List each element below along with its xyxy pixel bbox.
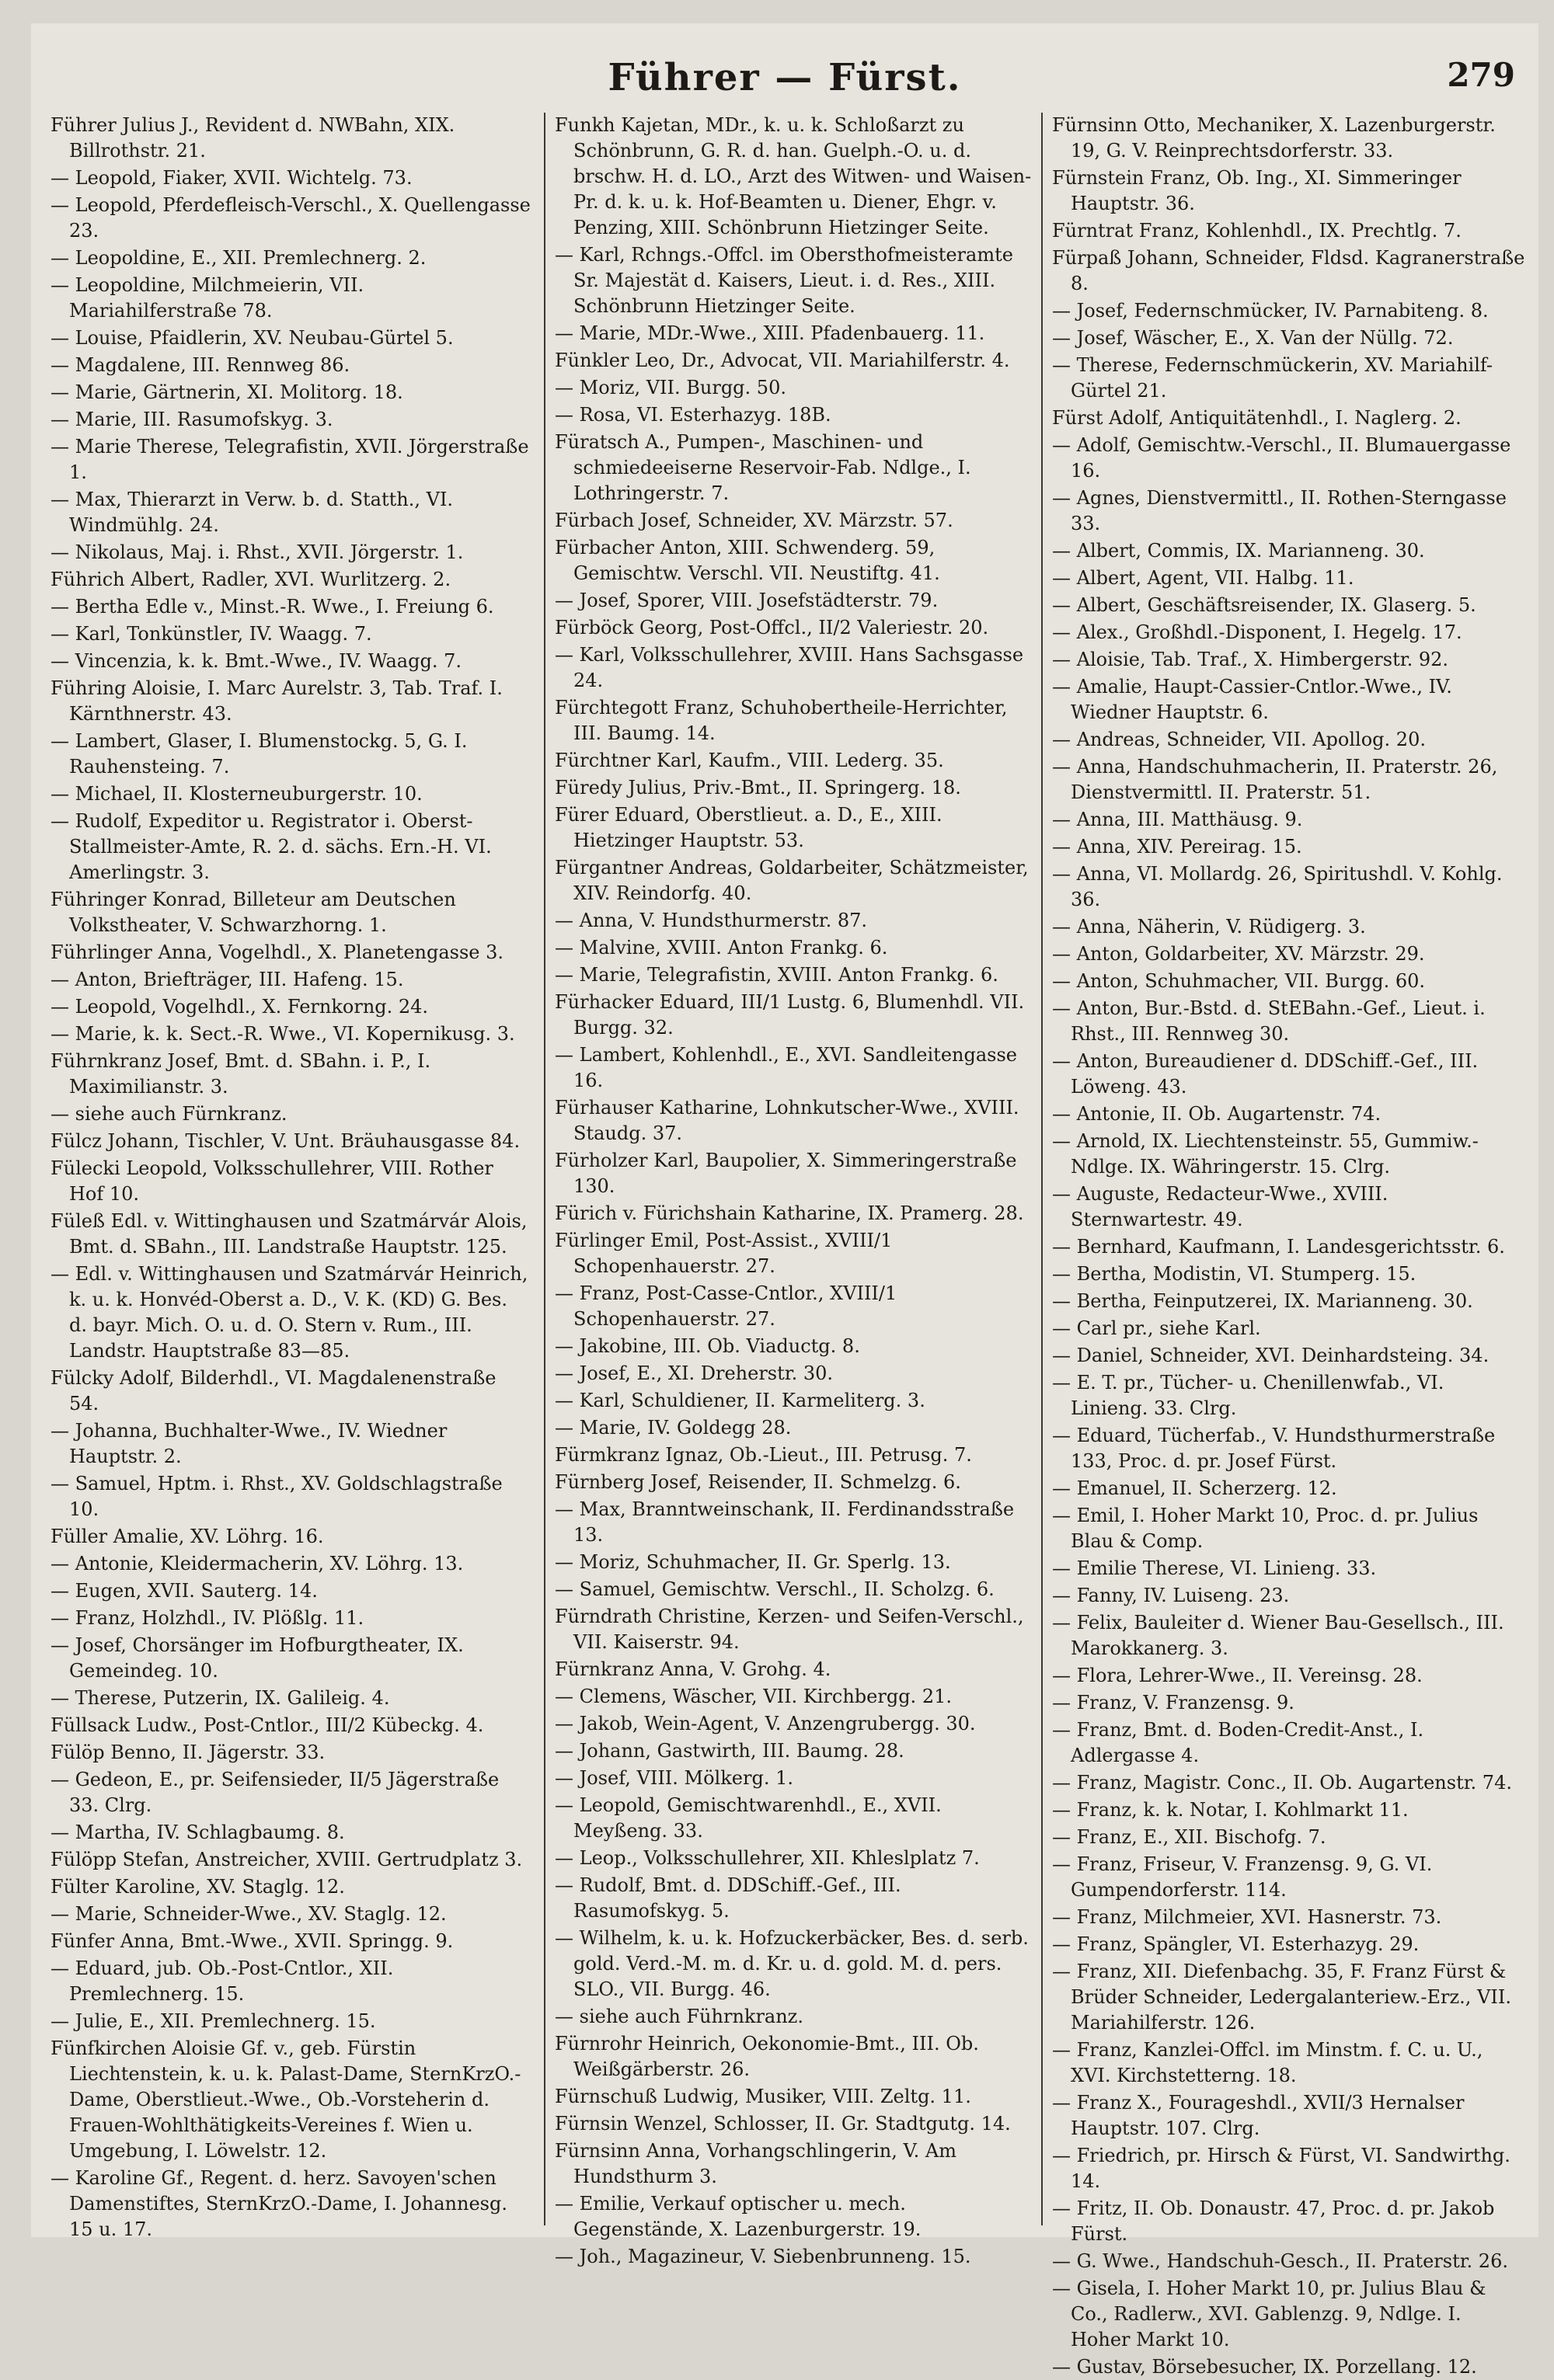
- directory-entry: — Aloisie, Tab. Traf., X. Himbergerstr. 92.: [1052, 649, 1448, 670]
- directory-entry: — Therese, Putzerin, IX. Galileig. 4.: [51, 1687, 390, 1709]
- directory-entry: — Antonie, II. Ob. Augartenstr. 74.: [1052, 1103, 1382, 1125]
- directory-entry: Fünfer Anna, Bmt.-Wwe., XVII. Springg. 9.: [51, 1930, 454, 1952]
- directory-entry: — Bernhard, Kaufmann, I. Landesgerichtsstr. 6.: [1052, 1236, 1505, 1258]
- directory-entry: — Eduard, Tücherfab., V. Hundsthurmerstraße 133, Proc. d. pr. Josef Fürst.: [1052, 1425, 1496, 1472]
- directory-entry: — Leopold, Vogelhdl., X. Fernkorng. 24.: [51, 996, 429, 1018]
- directory-entry: — Nikolaus, Maj. i. Rhst., XVII. Jörgerstr. 1.: [51, 541, 464, 563]
- directory-entry: — Arnold, IX. Liechtensteinstr. 55, Gummiw.-Ndlge. IX. Währingerstr. 15. Clrg.: [1052, 1130, 1479, 1178]
- directory-entry: Fürntrat Franz, Kohlenhdl., IX. Prechtlg. 7.: [1052, 220, 1462, 242]
- directory-entry: — Marie Therese, Telegrafistin, XVII. Jörgerstraße 1.: [51, 436, 529, 483]
- directory-entry: — Franz, Magistr. Conc., II. Ob. Augartenstr. 74.: [1052, 1772, 1512, 1794]
- page-number: 279: [1447, 56, 1515, 94]
- directory-entry: — Antonie, Kleidermacherin, XV. Löhrg. 13.: [51, 1553, 464, 1574]
- directory-entry: — Franz, Friseur, V. Franzensg. 9, G. VI. Gumpendorferstr. 114.: [1052, 1853, 1433, 1901]
- directory-entry: — Emilie Therese, VI. Linieng. 33.: [1052, 1557, 1377, 1579]
- directory-entry: — Rudolf, Bmt. d. DDSchiff.-Gef., III. Rasumofskyg. 5.: [555, 1874, 901, 1922]
- directory-entry: Fürnrohr Heinrich, Oekonomie-Bmt., III. Ob. Weißgärberstr. 26.: [555, 2033, 979, 2080]
- directory-entry: — Anton, Briefträger, III. Hafeng. 15.: [51, 969, 404, 990]
- running-head: Führer — Fürst.: [608, 56, 962, 99]
- directory-entry: — Adolf, Gemischtw.-Verschl., II. Blumauergasse 16.: [1052, 434, 1511, 482]
- directory-entry: — Carl pr., siehe Karl.: [1052, 1317, 1261, 1339]
- directory-entry: — Anna, VI. Mollardg. 26, Spiritushdl. V. Kohlg. 36.: [1052, 863, 1503, 910]
- directory-entry: — Albert, Agent, VII. Halbg. 11.: [1052, 567, 1354, 589]
- directory-entry: — Franz, Post-Casse-Cntlor., XVIII/1 Schopenhauerstr. 27.: [555, 1282, 897, 1330]
- directory-entry: — Franz, E., XII. Bischofg. 7.: [1052, 1826, 1326, 1848]
- directory-entry: — Bertha Edle v., Minst.-R. Wwe., I. Freiung 6.: [51, 596, 494, 618]
- directory-entry: Führlinger Anna, Vogelhdl., X. Planetengasse 3.: [51, 941, 504, 963]
- directory-entry: — Leopoldine, E., XII. Premlechnerg. 2.: [51, 247, 427, 269]
- directory-entry: — Wilhelm, k. u. k. Hofzuckerbäcker, Bes. d. serb. gold. Verd.-M. m. d. Kr. u. d. gold. M. d. pers. SLO., VII. Burgg. 46.: [555, 1927, 1029, 2000]
- directory-entry: Füllsack Ludw., Post-Cntlor., III/2 Kübeckg. 4.: [51, 1714, 484, 1736]
- directory-entry: — Josef, Sporer, VIII. Josefstädterstr. 79.: [555, 590, 939, 611]
- directory-entry: — Bertha, Modistin, VI. Stumperg. 15.: [1052, 1263, 1416, 1285]
- directory-entry: — Albert, Geschäftsreisender, IX. Glaserg. 5.: [1052, 594, 1476, 616]
- directory-entry: — Felix, Bauleiter d. Wiener Bau-Gesellsch., III. Marokkanerg. 3.: [1052, 1612, 1504, 1659]
- directory-entry: Fülecki Leopold, Volksschullehrer, VIII. Rother Hof 10.: [51, 1157, 493, 1205]
- directory-entry: — Leop., Volksschullehrer, XII. Khleslplatz 7.: [555, 1847, 980, 1869]
- directory-entry: — Moriz, VII. Burgg. 50.: [555, 377, 786, 398]
- directory-entry: — Magdalene, III. Rennweg 86.: [51, 354, 350, 376]
- directory-entry: Führing Aloisie, I. Marc Aurelstr. 3, Tab. Traf. I. Kärnthnerstr. 43.: [51, 677, 503, 725]
- column-2: [544, 113, 1035, 2267]
- directory-entry: — Leopold, Pferdefleisch-Verschl., X. Quellengasse 23.: [51, 194, 531, 242]
- directory-entry: Fürnsin Wenzel, Schlosser, II. Gr. Stadtgutg. 14.: [555, 2113, 1011, 2135]
- directory-entry: Fürhacker Eduard, III/1 Lustg. 6, Blumenhdl. VII. Burgg. 32.: [555, 991, 1025, 1039]
- directory-entry: Fürer Eduard, Oberstlieut. a. D., E., XIII. Hietzinger Hauptstr. 53.: [555, 804, 943, 851]
- directory-entry: Fülcz Johann, Tischler, V. Unt. Bräuhausgasse 84.: [51, 1130, 521, 1152]
- directory-entry: — Auguste, Redacteur-Wwe., XVIII. Sternwartestr. 49.: [1052, 1183, 1388, 1230]
- directory-entry: — Fanny, IV. Luiseng. 23.: [1052, 1585, 1290, 1606]
- directory-entry: — Joh., Magazineur, V. Siebenbrunneng. 15.: [555, 2246, 971, 2267]
- directory-entry: — Franz, Spängler, VI. Esterhazyg. 29.: [1052, 1933, 1420, 1955]
- directory-entry: — Jakob, Wein-Agent, V. Anzengrubergg. 30.: [555, 1713, 976, 1735]
- directory-entry: Fülöp Benno, II. Jägerstr. 33.: [51, 1742, 326, 1763]
- directory-entry: Führnkranz Josef, Bmt. d. SBahn. i. P., I. Maximilianstr. 3.: [51, 1050, 431, 1098]
- directory-entry: — siehe auch Fürnkranz.: [51, 1103, 287, 1125]
- directory-entry: — Karl, Volksschullehrer, XVIII. Hans Sachsgasse 24.: [555, 644, 1024, 691]
- directory-entry: — Johann, Gastwirth, III. Baumg. 28.: [555, 1740, 904, 1762]
- directory-entry: Führich Albert, Radler, XVI. Wurlitzerg. 2.: [51, 569, 451, 590]
- directory-entry: — Franz, Milchmeier, XVI. Hasnerstr. 73.: [1052, 1906, 1442, 1928]
- directory-entry: — Samuel, Gemischtw. Verschl., II. Scholzg. 6.: [555, 1578, 995, 1600]
- directory-entry: — Lambert, Kohlenhdl., E., XVI. Sandleitengasse 16.: [555, 1044, 1017, 1091]
- directory-entry: — Emilie, Verkauf optischer u. mech. Gegenstände, X. Lazenburgerstr. 19.: [555, 2193, 922, 2240]
- directory-entry: — Leopold, Fiaker, XVII. Wichtelg. 73.: [51, 167, 413, 189]
- directory-entry: — Amalie, Haupt-Cassier-Cntlor.-Wwe., IV. Wiedner Hauptstr. 6.: [1052, 676, 1452, 723]
- directory-entry: — Jakobine, III. Ob. Viaductg. 8.: [555, 1335, 860, 1357]
- directory-entry: — Josef, Chorsänger im Hofburgtheater, IX. Gemeindeg. 10.: [51, 1634, 464, 1682]
- directory-entry: Fürst Adolf, Antiquitätenhdl., I. Naglerg. 2.: [1052, 407, 1462, 429]
- directory-entry: Funkh Kajetan, MDr., k. u. k. Schloßarzt zu Schönbrunn, G. R. d. han. Guelph.-O. u. d. brschw. H. d. LO., Arzt des Witwen- und Waisen-Pr. d. k. u. k. Hof-Beamten u. Diener, Ehgr. v. Penzing, XIII. Schönbrunn Hietzinger Seite.: [555, 114, 1032, 238]
- directory-entry: Fülcky Adolf, Bilderhdl., VI. Magdalenenstraße 54.: [51, 1367, 497, 1414]
- directory-entry: — Michael, II. Klosterneuburgerstr. 10.: [51, 783, 423, 805]
- column-3: [1041, 113, 1526, 2378]
- directory-entry: — Karl, Schuldiener, II. Karmeliterg. 3.: [555, 1390, 925, 1411]
- directory-entry: — Anton, Bur.-Bstd. d. StEBahn.-Gef., Lieut. i. Rhst., III. Rennweg 30.: [1052, 997, 1486, 1045]
- directory-entry: Führinger Konrad, Billeteur am Deutschen Volkstheater, V. Schwarzhorng. 1.: [51, 889, 456, 936]
- directory-entry: — Leopold, Gemischtwarenhdl., E., XVII. Meyßeng. 33.: [555, 1794, 942, 1842]
- directory-entry: — Marie, IV. Goldegg 28.: [555, 1417, 792, 1439]
- directory-entry: — Gisela, I. Hoher Markt 10, pr. Julius Blau & Co., Radlerw., XVI. Gablenzg. 9, Ndlge. I. Hoher Markt 10.: [1052, 2277, 1486, 2350]
- directory-entry: — Marie, MDr.-Wwe., XIII. Pfadenbauerg. 11.: [555, 322, 985, 344]
- directory-entry: Fülter Karoline, XV. Staglg. 12.: [51, 1876, 345, 1898]
- directory-entry: Fürndrath Christine, Kerzen- und Seifen-Verschl., VII. Kaiserstr. 94.: [555, 1606, 1024, 1653]
- directory-entry: — Andreas, Schneider, VII. Apollog. 20.: [1052, 729, 1426, 750]
- directory-entry: — Moriz, Schuhmacher, II. Gr. Sperlg. 13.: [555, 1551, 951, 1573]
- directory-entry: — Lambert, Glaser, I. Blumenstockg. 5, G. I. Rauhensteing. 7.: [51, 730, 468, 778]
- directory-entry: — G. Wwe., Handschuh-Gesch., II. Praterstr. 26.: [1052, 2250, 1508, 2272]
- directory-entry: — Malvine, XVIII. Anton Frankg. 6.: [555, 937, 888, 959]
- directory-entry: Fürnkranz Anna, V. Grohg. 4.: [555, 1658, 831, 1680]
- directory-entry: — Anna, V. Hundsthurmerstr. 87.: [555, 910, 868, 931]
- directory-entry: — Josef, Federnschmücker, IV. Parnabiteng. 8.: [1052, 300, 1489, 322]
- directory-entry: — Samuel, Hptm. i. Rhst., XV. Goldschlagstraße 10.: [51, 1473, 503, 1520]
- directory-entry: Füredy Julius, Priv.-Bmt., II. Springerg. 18.: [555, 777, 961, 799]
- directory-entry: — Franz, V. Franzensg. 9.: [1052, 1692, 1294, 1714]
- directory-entry: — Friedrich, pr. Hirsch & Fürst, VI. Sandwirthg. 14.: [1052, 2145, 1510, 2192]
- directory-entry: Fünfkirchen Aloisie Gf. v., geb. Fürstin Liechtenstein, k. u. k. Palast-Dame, SternKrzO.-Dame, Oberstlieut.-Wwe., Ob.-Vorsteherin d. Frauen-Wohlthätigkeits-Vereines f. Wien u. Umgebung, I. Löwelstr. 12.: [51, 2037, 521, 2162]
- directory-entry: — Gedeon, E., pr. Seifensieder, II/5 Jägerstraße 33. Clrg.: [51, 1769, 500, 1816]
- directory-entry: — Anton, Schuhmacher, VII. Burgg. 60.: [1052, 970, 1426, 992]
- directory-entry: — Fritz, II. Ob. Donaustr. 47, Proc. d. pr. Jakob Fürst.: [1052, 2197, 1495, 2245]
- directory-entry: — Albert, Commis, IX. Marianneng. 30.: [1052, 540, 1425, 562]
- directory-entry: Füller Amalie, XV. Löhrg. 16.: [51, 1526, 324, 1547]
- directory-entry: — Josef, E., XI. Dreherstr. 30.: [555, 1362, 834, 1384]
- directory-entry: — Johanna, Buchhalter-Wwe., IV. Wiedner Hauptstr. 2.: [51, 1420, 448, 1467]
- directory-entry: — Franz X., Fourageshdl., XVII/3 Hernalser Hauptstr. 107. Clrg.: [1052, 2092, 1465, 2139]
- directory-entry: — Franz, Holzhdl., IV. Plößlg. 11.: [51, 1607, 364, 1629]
- directory-entry: — Marie, III. Rasumofskyg. 3.: [51, 409, 333, 430]
- directory-entry: — Karl, Tonkünstler, IV. Waagg. 7.: [51, 623, 372, 645]
- directory-entry: — Franz, k. k. Notar, I. Kohlmarkt 11.: [1052, 1799, 1409, 1821]
- directory-entry: — Emil, I. Hoher Markt 10, Proc. d. pr. Julius Blau & Comp.: [1052, 1505, 1479, 1552]
- directory-entry: — Daniel, Schneider, XVI. Deinhardsteing. 34.: [1052, 1345, 1490, 1366]
- directory-entry: — Franz, Bmt. d. Boden-Credit-Anst., I. Adlergasse 4.: [1052, 1719, 1424, 1766]
- directory-entry: — Max, Thierarzt in Verw. b. d. Statth., VI. Windmühlg. 24.: [51, 489, 454, 536]
- directory-entry: — Gustav, Börsebesucher, IX. Porzellang. 12.: [1052, 2356, 1477, 2378]
- directory-entry: Fürnberg Josef, Reisender, II. Schmelzg. 6.: [555, 1471, 961, 1493]
- directory-entry: — Josef, VIII. Mölkerg. 1.: [555, 1767, 793, 1789]
- directory-entry: — Eugen, XVII. Sauterg. 14.: [51, 1580, 318, 1602]
- directory-entry: Fürbacher Anton, XIII. Schwenderg. 59, Gemischtw. Verschl. VII. Neustiftg. 41.: [555, 537, 940, 584]
- directory-entry: Füleß Edl. v. Wittinghausen und Szatmárvár Alois, Bmt. d. SBahn., III. Landstraße Hauptstr. 125.: [51, 1210, 528, 1258]
- directory-entry: Fürnsinn Otto, Mechaniker, X. Lazenburgerstr. 19, G. V. Reinprechtsdorferstr. 33.: [1052, 114, 1496, 162]
- directory-entry: — Anton, Bureaudiener d. DDSchiff.-Gef., III. Löweng. 43.: [1052, 1050, 1479, 1098]
- directory-entry: — Eduard, jub. Ob.-Post-Cntlor., XII. Premlechnerg. 15.: [51, 1957, 394, 2005]
- directory-entry: — Karl, Rchngs.-Offcl. im Obersthofmeisteramte Sr. Majestät d. Kaisers, Lieut. i. d. Res., XIII. Schönbrunn Hietzinger Seite.: [555, 244, 1013, 317]
- directory-entry: — Anna, Handschuhmacherin, II. Praterstr. 26, Dienstvermittl. II. Praterstr. 51.: [1052, 756, 1498, 803]
- directory-entry: — Flora, Lehrer-Wwe., II. Vereinsg. 28.: [1052, 1665, 1423, 1686]
- directory-entry: — Vincenzia, k. k. Bmt.-Wwe., IV. Waagg. 7.: [51, 650, 462, 672]
- directory-entry: — Anna, III. Matthäusg. 9.: [1052, 809, 1303, 830]
- directory-entry: — E. T. pr., Tücher- u. Chenillenwfab., VI. Linieng. 33. Clrg.: [1052, 1372, 1444, 1419]
- directory-entry: Fürnschuß Ludwig, Musiker, VIII. Zeltg. 11.: [555, 2086, 971, 2107]
- directory-entry: — Bertha, Feinputzerei, IX. Marianneng. 30.: [1052, 1290, 1473, 1312]
- directory-entry: — Edl. v. Wittinghausen und Szatmárvár Heinrich, k. u. k. Honvéd-Oberst a. D., V. K. (KD) G. Bes. d. bayr. Mich. O. u. d. O. Stern v. Rum., III. Landstr. Hauptstraße 83—85.: [51, 1263, 528, 1362]
- directory-entry: — Clemens, Wäscher, VII. Kirchbergg. 21.: [555, 1686, 952, 1707]
- directory-entry: Fürlinger Emil, Post-Assist., XVIII/1 Schopenhauerstr. 27.: [555, 1230, 893, 1277]
- directory-entry: — Franz, XII. Diefenbachg. 35, F. Franz Fürst & Brüder Schneider, Ledergalanteriew.-Erz., VII. Mariahilferstr. 126.: [1052, 1961, 1511, 2034]
- directory-entry: Fürich v. Fürichshain Katharine, IX. Pramerg. 28.: [555, 1202, 1024, 1224]
- directory-entry: — Josef, Wäscher, E., X. Van der Nüllg. 72.: [1052, 327, 1454, 349]
- page-header: [31, 39, 1538, 109]
- directory-entry: — Marie, Telegrafistin, XVIII. Anton Frankg. 6.: [555, 964, 998, 986]
- directory-entry: — Anna, XIV. Pereirag. 15.: [1052, 836, 1302, 858]
- directory-entry: — Rudolf, Expeditor u. Registrator i. Oberst-Stallmeister-Amte, R. 2. d. sächs. Ern.-H. VI. Amerlingstr. 3.: [51, 810, 492, 883]
- directory-entry: — Louise, Pfaidlerin, XV. Neubau-Gürtel 5.: [51, 327, 454, 349]
- directory-entry: — Emanuel, II. Scherzerg. 12.: [1052, 1477, 1337, 1499]
- directory-entry: Fürböck Georg, Post-Offcl., II/2 Valeriestr. 20.: [555, 617, 989, 638]
- directory-entry: — Marie, Schneider-Wwe., XV. Staglg. 12.: [51, 1903, 447, 1925]
- directory-entry: Fürholzer Karl, Baupolier, X. Simmeringerstraße 130.: [555, 1150, 1017, 1197]
- directory-entry: — Alex., Großhdl.-Disponent, I. Hegelg. 17.: [1052, 621, 1462, 643]
- directory-entry: Fülöpp Stefan, Anstreicher, XVIII. Gertrudplatz 3.: [51, 1849, 523, 1870]
- directory-entry: Fürhauser Katharine, Lohnkutscher-Wwe., XVIII. Staudg. 37.: [555, 1097, 1019, 1144]
- directory-entry: Fürbach Josef, Schneider, XV. Märzstr. 57.: [555, 510, 953, 531]
- directory-entry: Fürpaß Johann, Schneider, Fldsd. Kagranerstraße 8.: [1052, 247, 1525, 294]
- directory-entry: — Franz, Kanzlei-Offcl. im Minstm. f. C. u. U., XVI. Kirchstetterng. 18.: [1052, 2039, 1483, 2086]
- directory-entry: — Martha, IV. Schlagbaumg. 8.: [51, 1822, 345, 1843]
- directory-entry: — Leopoldine, Milchmeierin, VII. Mariahilferstraße 78.: [51, 274, 364, 322]
- directory-entry: — Anton, Goldarbeiter, XV. Märzstr. 29.: [1052, 943, 1425, 965]
- directory-entry: Fürnsinn Anna, Vorhangschlingerin, V. Am Hundsthurm 3.: [555, 2140, 956, 2187]
- directory-entry: Fürchtegott Franz, Schuhobertheile-Herrichter, III. Baumg. 14.: [555, 697, 1008, 744]
- directory-entry: — Karoline Gf., Regent. d. herz. Savoyen'schen Damenstiftes, SternKrzO.-Dame, I. Johannesg. 15 u. 17.: [51, 2167, 507, 2240]
- directory-entry: — Anna, Näherin, V. Rüdigerg. 3.: [1052, 916, 1366, 938]
- directory-entry: Fürnstein Franz, Ob. Ing., XI. Simmeringer Hauptstr. 36.: [1052, 167, 1462, 214]
- directory-entry: — Rosa, VI. Esterhazyg. 18B.: [555, 404, 831, 426]
- directory-entry: Fürchtner Karl, Kaufm., VIII. Lederg. 35.: [555, 750, 944, 771]
- directory-page: [31, 23, 1538, 2378]
- directory-entry: — Max, Branntweinschank, II. Ferdinandsstraße 13.: [555, 1498, 1015, 1546]
- directory-entry: — Marie, Gärtnerin, XI. Molitorg. 18.: [51, 381, 403, 403]
- directory-entry: Fünkler Leo, Dr., Advocat, VII. Mariahilferstr. 4.: [555, 350, 1010, 371]
- directory-entry: — Marie, k. k. Sect.-R. Wwe., VI. Kopernikusg. 3.: [51, 1023, 515, 1045]
- directory-entry: — Therese, Federnschmückerin, XV. Mariahilf-Gürtel 21.: [1052, 354, 1493, 402]
- directory-entry: — siehe auch Führnkranz.: [555, 2006, 803, 2027]
- column-1: [51, 113, 531, 2240]
- directory-entry: Füratsch A., Pumpen-, Maschinen- und schmiedeeiserne Reservoir-Fab. Ndlge., I. Lothringerstr. 7.: [555, 431, 971, 504]
- directory-entry: Fürgantner Andreas, Goldarbeiter, Schätzmeister, XIV. Reindorfg. 40.: [555, 857, 1029, 904]
- directory-entry: — Agnes, Dienstvermittl., II. Rothen-Sterngasse 33.: [1052, 487, 1507, 534]
- directory-entry: Fürmkranz Ignaz, Ob.-Lieut., III. Petrusg. 7.: [555, 1444, 972, 1466]
- directory-entry: Führer Julius J., Revident d. NWBahn, XIX. Billrothstr. 21.: [51, 114, 455, 162]
- directory-entry: — Julie, E., XII. Premlechnerg. 15.: [51, 2010, 376, 2032]
